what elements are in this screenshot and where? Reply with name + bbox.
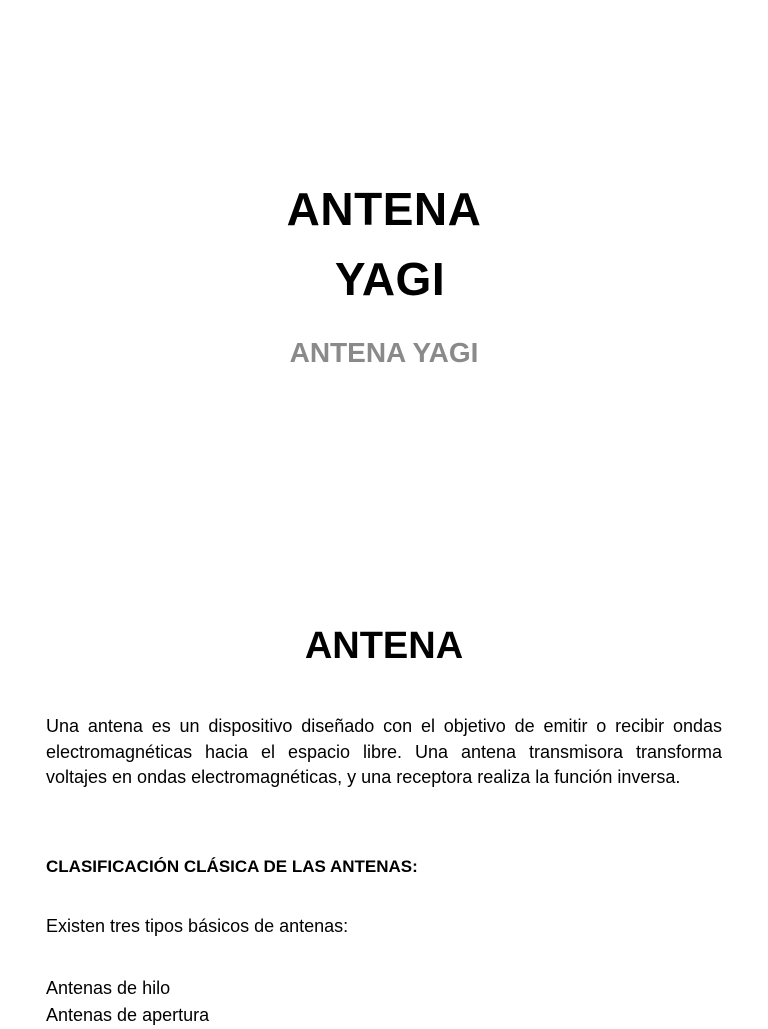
classification-heading: CLASIFICACIÓN CLÁSICA DE LAS ANTENAS: — [46, 857, 418, 876]
slide-title-line-1: ANTENA — [286, 183, 482, 235]
list-item: Antenas de apertura — [46, 1005, 210, 1025]
types-intro: Existen tres tipos básicos de antenas: — [46, 916, 349, 936]
slide-subtitle: ANTENA YAGI — [289, 337, 479, 368]
intro-paragraph: Una antena es un dispositivo diseñado con el objetivo de emitir o recibir ondas electromagnéticas hacia el espacio libre. Una antena transmisora transforma voltajes en ondas electromagnéticas, y una receptora realiza la función inversa. — [46, 716, 722, 787]
slide-title-line-2: YAGI — [334, 253, 446, 305]
list-item: Antenas de hilo — [46, 978, 171, 998]
section-heading: ANTENA — [304, 625, 464, 667]
